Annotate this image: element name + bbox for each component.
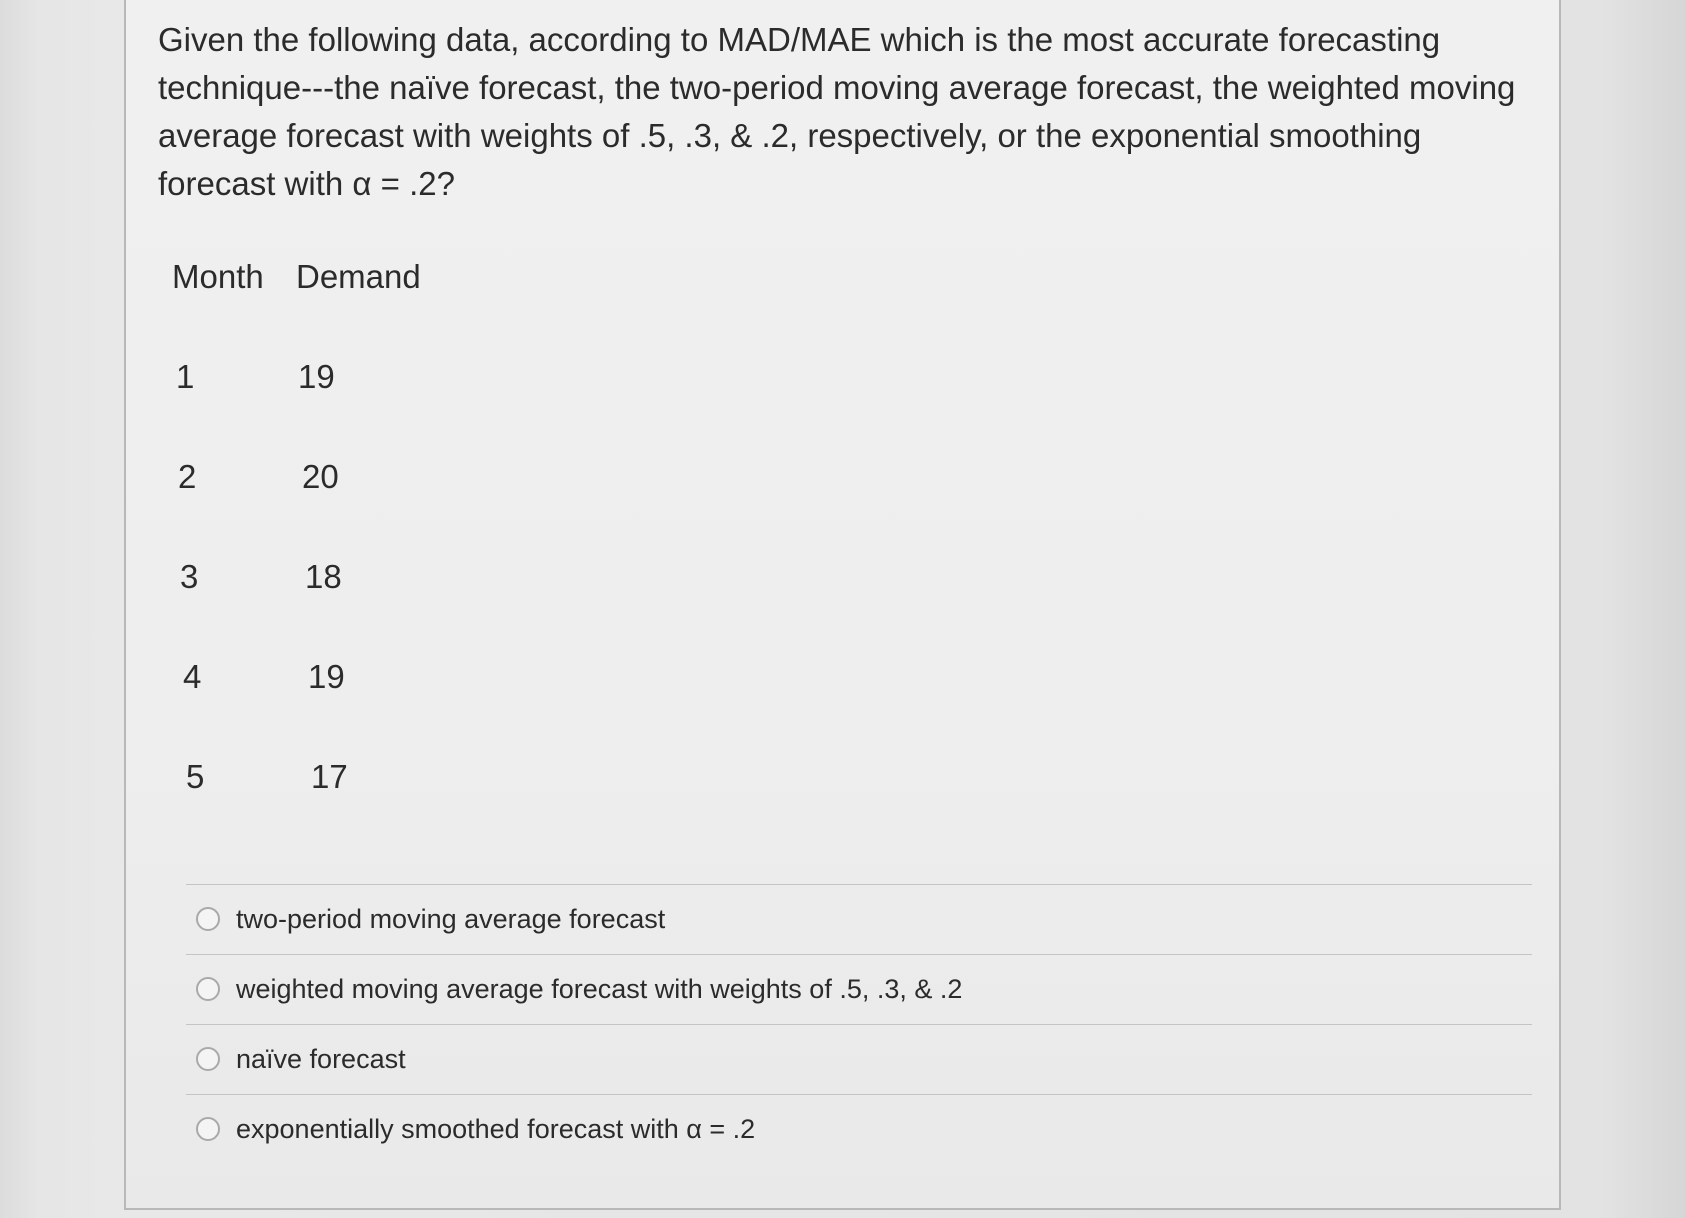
option-weighted-moving-average[interactable] <box>186 954 1532 1024</box>
radio-button[interactable] <box>196 907 220 931</box>
radio-button[interactable] <box>196 1047 220 1071</box>
header-month: Month <box>172 258 264 295</box>
option-naive-forecast[interactable] <box>186 1024 1532 1094</box>
demand-cell: 19 <box>308 658 345 695</box>
month-cell: 1 <box>176 358 195 395</box>
demand-cell: 17 <box>311 758 348 795</box>
month-cell: 2 <box>178 458 197 495</box>
radio-button[interactable] <box>196 977 220 1001</box>
month-cell: 3 <box>180 558 199 595</box>
demand-cell: 20 <box>302 458 339 495</box>
header-demand: Demand <box>296 258 421 295</box>
option-label: naïve forecast <box>236 1043 406 1074</box>
option-two-period-moving-average[interactable] <box>186 884 1532 954</box>
demand-cell: 18 <box>305 558 342 595</box>
month-cell: 5 <box>186 758 205 795</box>
option-label: weighted moving average forecast with weights of .5, .3, & .2 <box>236 973 963 1004</box>
question-text: Given the following data, according to MAD/MAE which is the most accurate forecasting technique---the naïve forecast, the two-period moving average forecast, the weighted moving average forecast with weights of .5, .3, & .2, respectively, or the exponential smoothing forecast with α = .2? <box>158 21 1516 202</box>
option-label: two-period moving average forecast <box>236 903 666 934</box>
option-exponential-smoothing[interactable] <box>186 1094 1532 1164</box>
month-cell: 4 <box>183 658 202 695</box>
demand-cell: 19 <box>298 358 335 395</box>
option-label: exponentially smoothed forecast with α = .2 <box>236 1113 756 1144</box>
radio-button[interactable] <box>196 1117 220 1141</box>
